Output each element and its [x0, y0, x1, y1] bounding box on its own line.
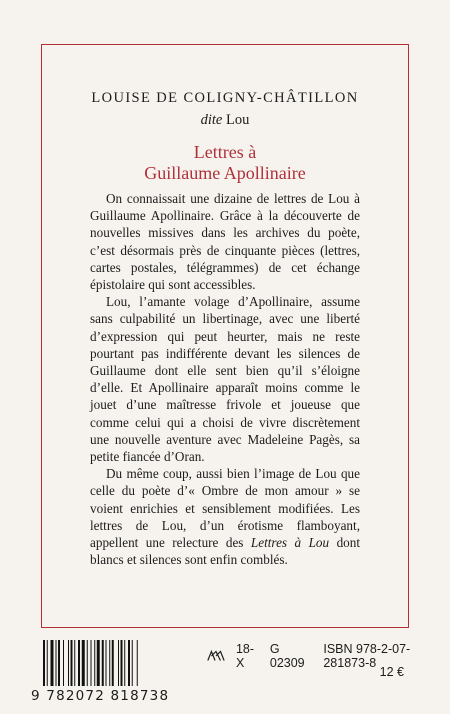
author-name: LOUISE DE COLIGNY-CHÂTILLON — [91, 90, 359, 106]
code-b: G 02309 — [269, 642, 305, 670]
barcode — [41, 640, 169, 686]
blurb-paragraph-3 — [90, 465, 360, 568]
catalog-codes — [206, 642, 450, 670]
code-a: 18-X — [235, 642, 255, 670]
blurb-p3-end: dont blancs et silences sont enfin comblés. — [90, 535, 361, 568]
publisher-logo-icon — [206, 649, 226, 663]
isbn: ISBN 978-2-07-281873-8 — [323, 642, 411, 670]
author-alias — [0, 112, 450, 129]
alias-prefix: dite — [200, 112, 223, 128]
barcode-number: 9 782072 818738 — [31, 688, 170, 704]
alias-name: Lou — [226, 112, 250, 128]
blurb-p3-start: Du même coup, aussi bien l’image de Lou que celle du poète d’« Ombre de mon amour » se voient enrichies et sensiblement modifiées. Les lettres de Lou, d’un érotisme flamboyant, appellent une relecture des — [90, 466, 360, 551]
blurb-paragraph-1: On connaissait une dizaine de lettres de Lou à Guillaume Apollinaire. Grâce à la découverte de nouvelles missives dans les archives du poète, c’est désormais près de cinquante pièces (lettres, cartes postales, télégrammes) de cet échange épistolaire qui sont accessibles. — [90, 191, 360, 293]
blurb-p3-italic-title: Lettres à Lou — [250, 535, 330, 551]
book-title-line2: Guillaume Apollinaire — [144, 163, 306, 183]
blurb-text — [90, 190, 360, 568]
blurb-paragraph-2: Lou, l’amante volage d’Apollinaire, assume sans culpabilité un libertinage, avec une liberté d’expression qui peut heurter, mais ne reste pourtant pas indifférente devant les silences de Guillaume dont elle sent bien qu’il s’éloigne d’elle. Et Apollinaire apparaît moins comme le jouet d’une maîtresse frivole et joueuse que comme celui qui a choisi de vivre discrètement une nouvelle aventure avec Madeleine Pagès, sa petite fiancée d’Oran. — [90, 294, 360, 465]
book-title-line1: Lettres à — [193, 142, 257, 162]
price: 12 € — [379, 665, 404, 679]
